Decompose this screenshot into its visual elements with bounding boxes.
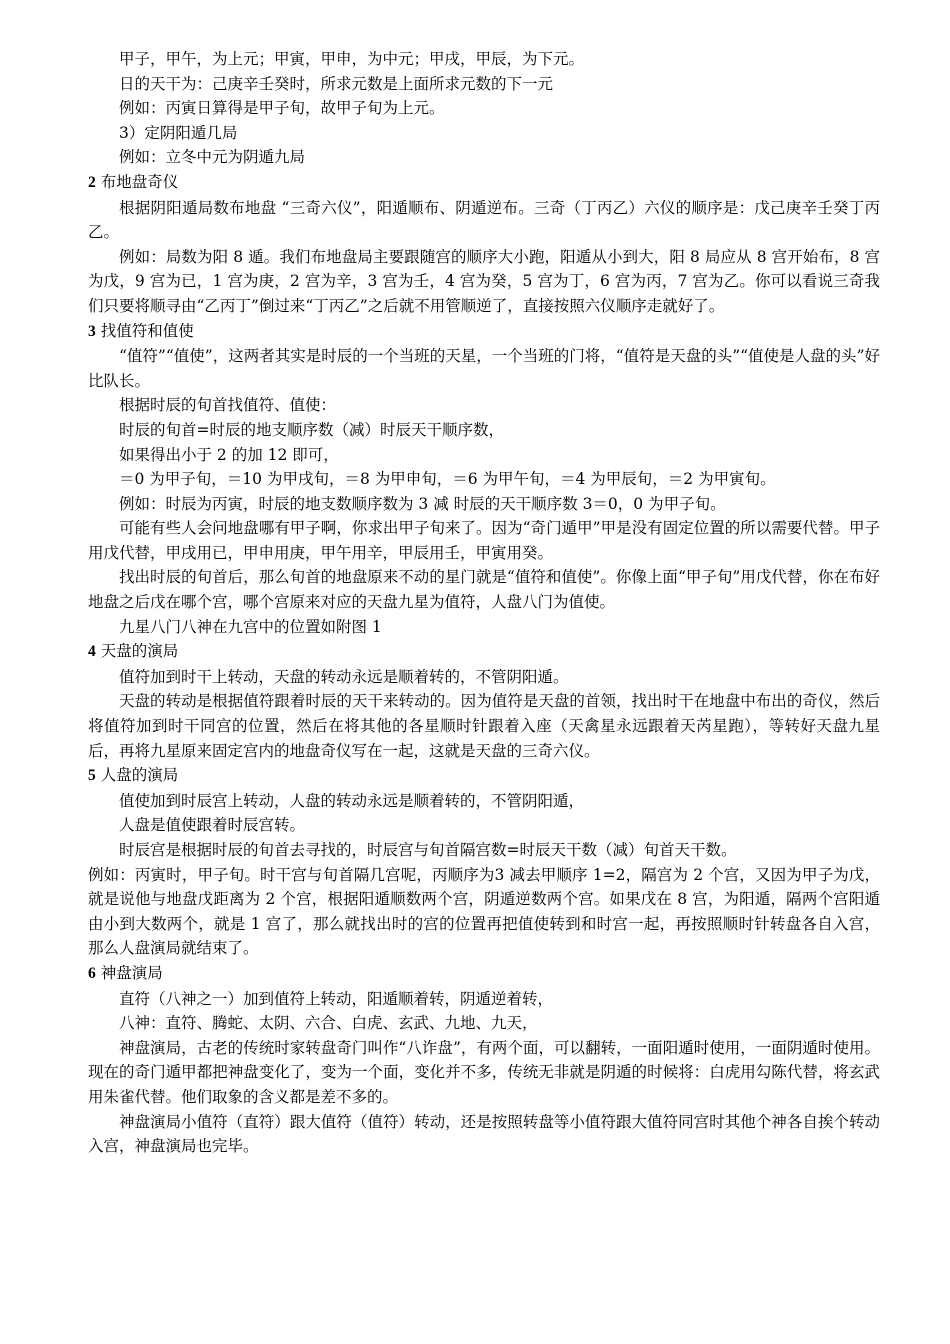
section-title: 神盘演局 [100,963,163,982]
section-heading-6 [88,961,880,987]
paragraph-renpan-rule: 值使加到时辰宫上转动，人盘的转动永远是顺着转的，不管阴阳遁， [119,791,585,810]
paragraph-xun-values: ＝0 为甲子旬，＝10 为甲戌旬，＝8 为甲申旬，＝6 为甲午旬，＝4 为甲辰旬，＝2 为甲寅旬。 [119,470,776,489]
paragraph-tianpan-rule: 值符加到时干上转动，天盘的转动永远是顺着转的，不管阴阳遁。 [119,667,569,686]
paragraph-step-3-subheading: 3）定阴阳遁几局 [119,123,238,142]
document-page [88,47,880,1159]
paragraph-example-bingyin-shi: 例如：丙寅时，甲子旬。时干宫与旬首隔几宫呢，丙顺序为3 减去甲顺序 1=2，隔宫为 2 个宫，又因为甲子为戊，就是说他与地盘戊距离为 2 个宫，根据阳遁顺数两个宫，阴遁逆数两个宫。如果戊在 8 宫，为阳遁，隔两个宫阳遁由小到大数两个，就是 1 宫了，那么就找出时的宫的位置再把值使转到和时宫一起，再按照顺时针转盘各自入宫，那么人盘演局就结束了。 [88,865,880,958]
paragraph-xunshou-formula: 时辰的旬首=时辰的地支顺序数（减）时辰天干顺序数， [119,420,504,439]
paragraph-example-bingyin-hour: 例如：时辰为丙寅，时辰的地支数顺序数为 3 减 时辰的天干顺序数 3＝0，0 为甲子旬。 [119,494,726,513]
section-heading-3 [88,319,880,345]
paragraph-tianpan-detail: 天盘的转动是根据值符跟着时辰的天干来转动的。因为值符是天盘的首领，找出时干在地盘中布出的奇仪，然后将值符加到时干同宫的位置，然后在将其他的各星顺时针跟着入座（天禽星永远跟着天芮星跑），等转好天盘九星后，再将九星原来固定宫内的地盘奇仪写在一起，这就是天盘的三奇六仪。 [88,692,880,760]
paragraph-figure-reference: 九星八门八神在九宫中的位置如附图 1 [119,617,382,636]
section-number: 6 [88,964,96,982]
section-number: 5 [88,767,96,785]
paragraph-yuan-list: 甲子，甲午，为上元；甲寅，甲申，为中元；甲戌，甲辰，为下元。 [119,50,585,68]
paragraph-bazha-pan: 神盘演局，古老的传统时家转盘奇门叫作“八诈盘”，有两个面，可以翻转，一面阳遁时使用，一面阴遁时使用。现在的奇门遁甲都把神盘变化了，变为一个面，变化并不多，传统无非就是阴遁的时候将：白虎用勾陈代替，将玄武用朱雀代替。他们取象的含义都是差不多的。 [88,1038,880,1106]
paragraph-example-lidong: 例如：立冬中元为阴遁九局 [119,148,306,167]
paragraph-add-12-rule: 如果得出小于 2 的加 12 即可， [119,445,339,464]
section-heading-4 [88,639,880,665]
paragraph-find-star-gate: 找出时辰的旬首后，那么旬首的地盘原来不动的星门就是“值符和值使”。你像上面“甲子旬”用戊代替，你在布好地盘之后戊在哪个宫，哪个宫原来对应的天盘九星为值符，人盘八门为值使。 [88,568,880,612]
paragraph-eight-gods: 八神：直符、腾蛇、太阴、六合、白虎、玄武、九地、九天， [119,1014,538,1033]
paragraph-jiazi-replacement: 可能有些人会问地盘哪有甲子啊，你求出甲子旬来了。因为“奇门遁甲”甲是没有固定位置的所以需要代替。甲子用戊代替，甲戌用已，甲申用庚，甲午用辛，甲辰用壬，甲寅用癸。 [88,519,880,562]
paragraph-day-stem-rule: 日的天干为：己庚辛壬癸时，所求元数是上面所求元数的下一元 [119,74,554,93]
section-title: 天盘的演局 [100,642,179,661]
paragraph-renpan-follow: 人盘是值使跟着时辰宫转。 [119,816,306,835]
section-number: 2 [88,173,96,191]
section-heading-5 [88,763,880,789]
section-title: 布地盘奇仪 [100,172,179,191]
paragraph-example-bingyin-day: 例如：丙寅日算得是甲子旬，故甲子旬为上元。 [119,99,445,118]
section-number: 4 [88,643,96,661]
section-heading-2 [88,170,880,196]
section-title: 找值符和值使 [100,321,194,340]
section-number: 3 [88,322,96,340]
paragraph-zhifu-zhishi-intro: “值符”“值使”，这两者其实是时辰的一个当班的天星，一个当班的门将，“值符是天盘的头”“值使是人盘的头”好比队长。 [88,347,880,390]
paragraph-sanqi-liuyi: 根据阴阳遁局数布地盘 “三奇六仪”，阳遁顺布、阴遁逆布。三奇（丁丙乙）六仪的顺序是：戊己庚辛壬癸丁丙乙。 [88,198,880,242]
paragraph-shichen-gong: 时辰宫是根据时辰的旬首去寻找的，时辰宫与旬首隔宫数=时辰天干数（减）旬首天干数。 [119,841,737,859]
paragraph-zhifu-rotation: 直符（八神之一）加到值符上转动，阳遁顺着转，阴遁逆着转， [119,989,554,1008]
section-title: 人盘的演局 [100,766,179,785]
paragraph-shenpan-complete: 神盘演局小值符（直符）跟大值符（值符）转动，还是按照转盘等小值符跟大值符同宫时其他个神各自挨个转动入宫，神盘演局也完毕。 [88,1112,880,1156]
paragraph-example-yang-8: 例如：局数为阳 8 遁。我们布地盘局主要跟随宫的顺序大小跑，阳遁从小到大，阳 8 局应从 8 宫开始布，8 宫为戊，9 宫为已，1 宫为庚，2 宫为辛，3 宫为壬，4 宫为癸，5 宫为丁，6 宫为丙，7 宫为乙。你可以看说三奇我们只要将顺寻由“乙丙丁”倒过来“丁丙乙”之后就不用管顺逆了，直接按照六仪顺序走就好了。 [88,247,880,315]
paragraph-find-by-xunshou: 根据时辰的旬首找值符、值使： [119,396,337,415]
